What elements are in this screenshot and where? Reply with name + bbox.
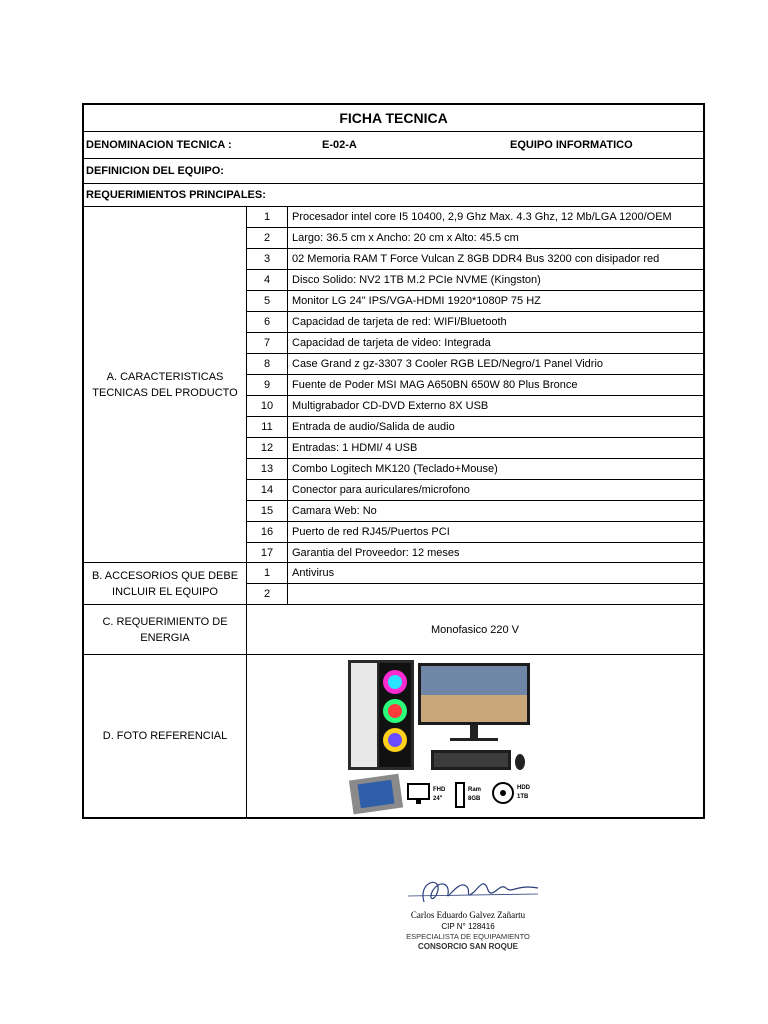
spec-row [247,228,703,249]
requerimientos-label: REQUERIMIENTOS PRINCIPALES: [86,189,266,201]
spec-number: 13 [247,459,288,479]
section-d-label: D. FOTO REFERENCIAL [84,655,247,817]
spec-row [247,375,703,396]
spec-number: 3 [247,249,288,269]
definicion-label: DEFINICION DEL EQUIPO: [86,165,224,177]
spec-number: 17 [247,543,288,562]
spec-text: Garantia del Proveedor: 12 meses [292,546,460,559]
spec-row [247,438,703,459]
spec-row [247,207,703,228]
spec-text: Monitor LG 24" IPS/VGA-HDMI 1920*1080P 75 HZ [292,295,541,307]
spec-text: Disco Solido: NV2 1TB M.2 PCIe NVME (Kingston) [292,274,541,286]
section-a-label: A. CARACTERISTICAS TECNICAS DEL PRODUCTO [84,207,247,563]
hdd-badge-icon [493,783,531,803]
spec-row [247,396,703,417]
spec-row [247,333,703,354]
denominacion-label: DENOMINACION TECNICA : [86,139,232,151]
spec-number: 8 [247,354,288,374]
cpu-box-icon [349,774,403,815]
spec-number: 16 [247,522,288,542]
spec-text: Entradas: 1 HDMI/ 4 USB [292,442,418,454]
spec-row [247,480,703,501]
pc-set-illustration [247,655,703,817]
spec-text: Antivirus [292,567,335,579]
reference-photo [247,655,703,817]
spec-row [247,459,703,480]
spec-number: 1 [247,207,288,227]
spec-text: Conector para auriculares/microfono [292,484,470,496]
sheet-title: FICHA TECNICA [84,105,703,132]
pc-tower-icon [348,660,414,770]
ram-badge-line2: 8GB [468,796,481,802]
spec-text: Fuente de Poder MSI MAG A650BN 650W 80 Plus Bronce [292,379,578,391]
spec-number: 12 [247,438,288,458]
definicion-row [84,159,703,184]
spec-number: 7 [247,333,288,353]
spec-text: Largo: 36.5 cm x Ancho: 20 cm x Alto: 45.5 cm [292,232,519,244]
spec-row [247,543,703,563]
spec-text: Procesador intel core I5 10400, 2,9 Ghz Max. 4.3 Ghz, 12 Mb/LGA 1200/OEM [292,211,672,223]
spec-text: 02 Memoria RAM T Force Vulcan Z 8GB DDR4 Bus 3200 con disipador red [292,253,660,265]
spec-number: 15 [247,501,288,521]
requerimientos-row [84,184,703,207]
monitor-icon [418,663,530,741]
section-c-label: C. REQUERIMIENTO DE ENERGIA [84,605,247,655]
signer-name: Carlos Eduardo Galvez Zañartu [410,910,526,920]
spec-number: 5 [247,291,288,311]
equipment-code: E-02-A [322,139,357,151]
spec-number: 2 [247,584,288,604]
ram-badge-icon [456,783,481,807]
technical-sheet [82,103,705,819]
handwritten-signature [388,872,548,912]
equipment-category: EQUIPO INFORMATICO [510,139,633,151]
signature-stamp [388,872,548,962]
spec-number: 11 [247,417,288,437]
spec-row [247,522,703,543]
spec-text: Entrada de audio/Salida de audio [292,421,455,433]
spec-number: 9 [247,375,288,395]
spec-row [247,584,703,605]
section-b-label: B. ACCESORIOS QUE DEBE INCLUIR EL EQUIPO [84,563,247,605]
spec-text: Capacidad de tarjeta de red: WIFI/Bluetooth [292,316,507,328]
spec-number: 14 [247,480,288,500]
spec-row [247,354,703,375]
spec-number: 2 [247,228,288,248]
ram-badge-line1: Ram [468,787,482,793]
monitor-badge-icon [408,784,446,804]
denominacion-row [84,132,703,159]
mouse-icon [515,754,525,770]
spec-number: 4 [247,270,288,290]
hdd-badge-line1: HDD [517,785,530,791]
spec-row [247,291,703,312]
spec-text: Capacidad de tarjeta de video: Integrada [292,337,491,349]
signer-cip: CIP N° 128416 [441,922,495,931]
spec-text: Case Grand z gz-3307 3 Cooler RGB LED/Negro/1 Panel Vidrio [292,358,604,370]
spec-number: 1 [247,563,288,583]
monitor-badge-line2: 24" [433,796,443,802]
spec-row [247,312,703,333]
monitor-badge-line1: FHD [433,787,446,793]
signer-role: ESPECIALISTA DE EQUIPAMIENTO [406,932,530,941]
spec-row [247,563,703,584]
spec-row [247,501,703,522]
keyboard-icon [431,750,511,770]
spec-number: 6 [247,312,288,332]
energy-value: Monofasico 220 V [247,605,703,655]
spec-text: Combo Logitech MK120 (Teclado+Mouse) [292,463,498,475]
spec-row [247,249,703,270]
spec-row [247,270,703,291]
spec-text: Puerto de red RJ45/Puertos PCI [292,526,450,538]
spec-row [247,417,703,438]
spec-text: Multigrabador CD-DVD Externo 8X USB [292,400,489,412]
hdd-badge-line2: 1TB [517,794,529,800]
spec-number: 10 [247,396,288,416]
spec-text: Camara Web: No [292,505,377,517]
signer-org: CONSORCIO SAN ROQUE [417,942,518,951]
